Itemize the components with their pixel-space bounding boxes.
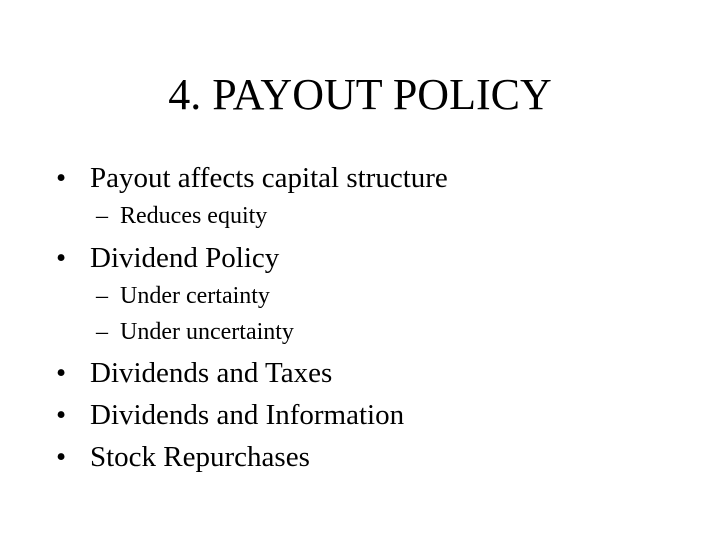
sub-bullet-item	[96, 202, 267, 230]
bullet-item	[56, 440, 310, 474]
sub-bullet-text: Reduces equity	[120, 203, 268, 229]
bullet-text: Dividends and Taxes	[90, 357, 333, 389]
sub-bullet-item	[96, 282, 270, 310]
bullet-item	[56, 398, 404, 432]
bullet-icon: •	[56, 162, 67, 194]
bullet-icon: •	[56, 357, 67, 389]
bullet-item	[56, 356, 332, 390]
sub-bullet-text: Under uncertainty	[120, 319, 294, 345]
dash-icon: –	[96, 283, 108, 309]
sub-bullet-item	[96, 318, 294, 346]
bullet-item	[56, 161, 448, 195]
bullet-text: Dividend Policy	[90, 242, 280, 274]
slide-title: 4. PAYOUT POLICY	[168, 70, 552, 119]
bullet-text: Payout affects capital structure	[90, 162, 448, 194]
bullet-icon: •	[56, 242, 67, 274]
bullet-text: Stock Repurchases	[90, 441, 310, 473]
bullet-text: Dividends and Information	[90, 399, 405, 431]
bullet-item	[56, 241, 279, 275]
bullet-icon: •	[56, 441, 67, 473]
bullet-icon: •	[56, 399, 67, 431]
dash-icon: –	[96, 203, 108, 229]
dash-icon: –	[96, 319, 108, 345]
sub-bullet-text: Under certainty	[120, 283, 270, 309]
